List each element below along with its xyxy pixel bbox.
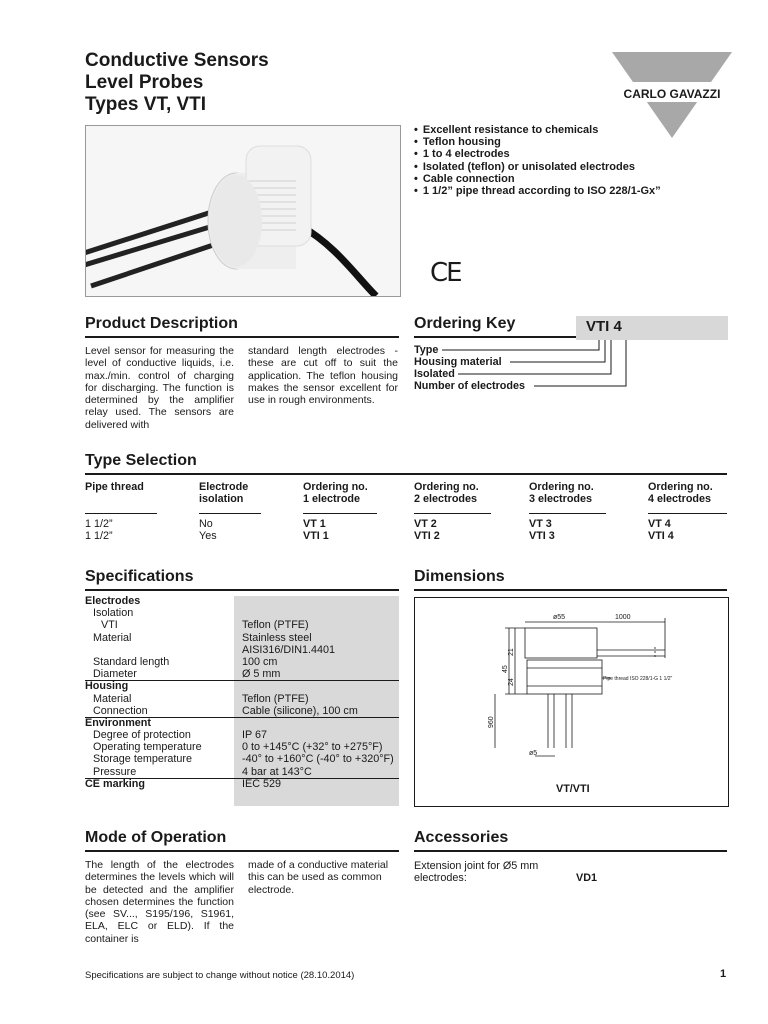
spec-row — [85, 656, 399, 668]
divider — [414, 589, 727, 591]
col-header: Ordering no. 3 electrodes — [529, 481, 594, 506]
product-photo — [85, 125, 401, 297]
accessory-desc-line2: electrodes: — [414, 872, 467, 884]
spec-value: 0 to +145°C (+32° to +275°F) — [242, 741, 383, 754]
spec-label: Degree of protection — [93, 729, 191, 742]
spec-value: IP 67 — [242, 729, 268, 742]
accessories-heading: Accessories — [414, 829, 509, 846]
spec-row — [85, 729, 399, 741]
spec-label: Isolation — [93, 607, 134, 620]
spec-label: Standard length — [93, 655, 170, 668]
dim-thread: Pipe thread ISO 228/1-G 1 1/2" — [603, 676, 673, 682]
ordering-label-type: Type — [414, 344, 439, 356]
table-cell: VTI 3 — [529, 530, 555, 542]
feature-item: • Teflon housing — [414, 136, 661, 148]
spec-value: IEC 529 — [242, 777, 282, 790]
spec-value: Teflon (PTFE) — [242, 692, 309, 705]
page-number: 1 — [720, 968, 727, 980]
page-title — [85, 50, 269, 116]
dim-45: 45 — [502, 665, 509, 673]
spec-value: Stainless steel — [242, 631, 312, 644]
mode-of-operation-col1: The length of the electrodes determines the levels which will be detected and the amplifier chosen determines the function (see SV..., S195/196, S1961, ELA, ELC or ELD). If the container is — [85, 859, 234, 945]
ordering-key-heading: Ordering Key — [414, 315, 516, 332]
feature-list — [414, 124, 661, 197]
spec-row — [85, 680, 399, 692]
spec-label: Connection — [93, 704, 148, 717]
feature-item: • 1 1/2” pipe thread according to ISO 228/1-Gx” — [414, 185, 661, 197]
table-cell: 1 1/2” — [85, 530, 113, 542]
feature-item: • Isolated (teflon) or unisolated electrodes — [414, 161, 661, 173]
dim-d55: ø55 — [553, 614, 566, 621]
feature-item: • Cable connection — [414, 173, 661, 185]
footer-note: Specifications are subject to change without notice (28.10.2014) — [85, 970, 355, 981]
table-cell: VTI 4 — [648, 530, 674, 542]
spec-value: Teflon (PTFE) — [242, 619, 309, 632]
title-line-2: Level Probes — [85, 72, 204, 93]
spec-label: Material — [93, 631, 132, 644]
mode-of-operation-col2: made of a conductive material this can be used as common electrode. — [248, 859, 389, 896]
spec-row — [85, 717, 399, 729]
dim-960: 960 — [488, 716, 495, 728]
divider — [85, 850, 399, 852]
table-cell: VT 4 — [648, 518, 671, 530]
divider — [85, 589, 399, 591]
dimensions-heading: Dimensions — [414, 568, 505, 585]
ordering-code: VTI 4 — [586, 318, 622, 335]
spec-row — [85, 766, 399, 778]
type-selection-heading: Type Selection — [85, 452, 197, 469]
table-cell: VT 3 — [529, 518, 552, 530]
table-cell: VT 1 — [303, 518, 326, 530]
product-description-col2: standard length electrodes - these are cut off to suit the application. The teflon housing makes the sensor excellent for use in rough environments. — [248, 345, 398, 407]
spec-label: Environment — [85, 716, 151, 729]
table-cell: VTI 1 — [303, 530, 329, 542]
spec-row — [85, 644, 399, 656]
col-header: Ordering no. 1 electrode — [303, 481, 368, 506]
table-cell: 1 1/2” — [85, 518, 113, 530]
divider — [85, 473, 727, 475]
spec-label: Diameter — [93, 668, 137, 681]
spec-value: Cable (silicone), 100 cm — [242, 704, 358, 717]
table-cell: Yes — [199, 530, 217, 542]
spec-value: 100 cm — [242, 655, 278, 668]
spec-label: Material — [93, 692, 132, 705]
spec-label: CE marking — [85, 777, 145, 790]
spec-value: -40° to +160°C (-40° to +320°F) — [242, 753, 394, 766]
accessory-desc-line1: Extension joint for Ø5 mm — [414, 860, 539, 872]
spec-row — [85, 705, 399, 717]
dimension-caption: VT/VTI — [556, 783, 590, 795]
spec-value: AISI316/DIN1.4401 — [242, 643, 336, 656]
spec-label: Housing — [85, 680, 129, 693]
spec-value: 4 bar at 143°C — [242, 765, 312, 778]
specifications-table — [85, 595, 399, 790]
ordering-label-housing: Housing material — [414, 356, 502, 368]
spec-label: Pressure — [93, 765, 137, 778]
ce-mark: CE — [430, 258, 461, 288]
divider — [414, 850, 727, 852]
spec-label: Operating temperature — [93, 741, 202, 754]
ordering-key-leader-lines — [414, 338, 634, 394]
col-header: Pipe thread — [85, 481, 144, 493]
table-cell: VT 2 — [414, 518, 437, 530]
spec-row — [85, 693, 399, 705]
brand-text: CARLO GAVAZZI — [623, 87, 721, 101]
dimension-drawing — [414, 597, 729, 807]
table-cell: No — [199, 518, 213, 530]
table-cell: VTI 2 — [414, 530, 440, 542]
spec-value: Ø 5 mm — [242, 668, 281, 681]
spec-row — [85, 668, 399, 680]
col-header: Ordering no. 2 electrodes — [414, 481, 479, 506]
mode-of-operation-heading: Mode of Operation — [85, 829, 227, 846]
spec-row — [85, 753, 399, 765]
col-header: Ordering no. 4 electrodes — [648, 481, 713, 506]
feature-item: • Excellent resistance to chemicals — [414, 124, 661, 136]
spec-label: Storage temperature — [93, 753, 193, 766]
ordering-label-isolated: Isolated — [414, 368, 455, 380]
dim-24: 24 — [508, 678, 515, 686]
dim-21: 21 — [508, 648, 515, 656]
col-header: Electrode isolation — [199, 481, 249, 506]
dim-1000: 1000 — [615, 614, 631, 621]
divider — [85, 336, 399, 338]
spec-label: VTI — [101, 619, 118, 632]
feature-item: • 1 to 4 electrodes — [414, 148, 661, 160]
spec-label: Electrodes — [85, 595, 141, 607]
product-description-col1: Level sensor for measuring the level of conductive liquids, i.e. max./min. control of charging for discharging. The function is determined by the amplifier relay used. The sensors are delivered with — [85, 345, 234, 431]
accessory-code: VD1 — [576, 872, 598, 884]
ordering-code-box — [576, 316, 728, 340]
dim-d5: ø5 — [529, 750, 538, 757]
title-line-1: Conductive Sensors — [85, 50, 269, 71]
specifications-heading: Specifications — [85, 568, 194, 585]
spec-row — [85, 632, 399, 644]
spec-row — [85, 619, 399, 631]
title-line-3: Types VT, VTI — [85, 94, 207, 115]
product-description-heading: Product Description — [85, 315, 238, 332]
spec-row — [85, 778, 399, 790]
spec-row — [85, 607, 399, 619]
spec-row — [85, 741, 399, 753]
ordering-label-electrodes: Number of electrodes — [414, 380, 525, 392]
spec-row — [85, 595, 399, 607]
